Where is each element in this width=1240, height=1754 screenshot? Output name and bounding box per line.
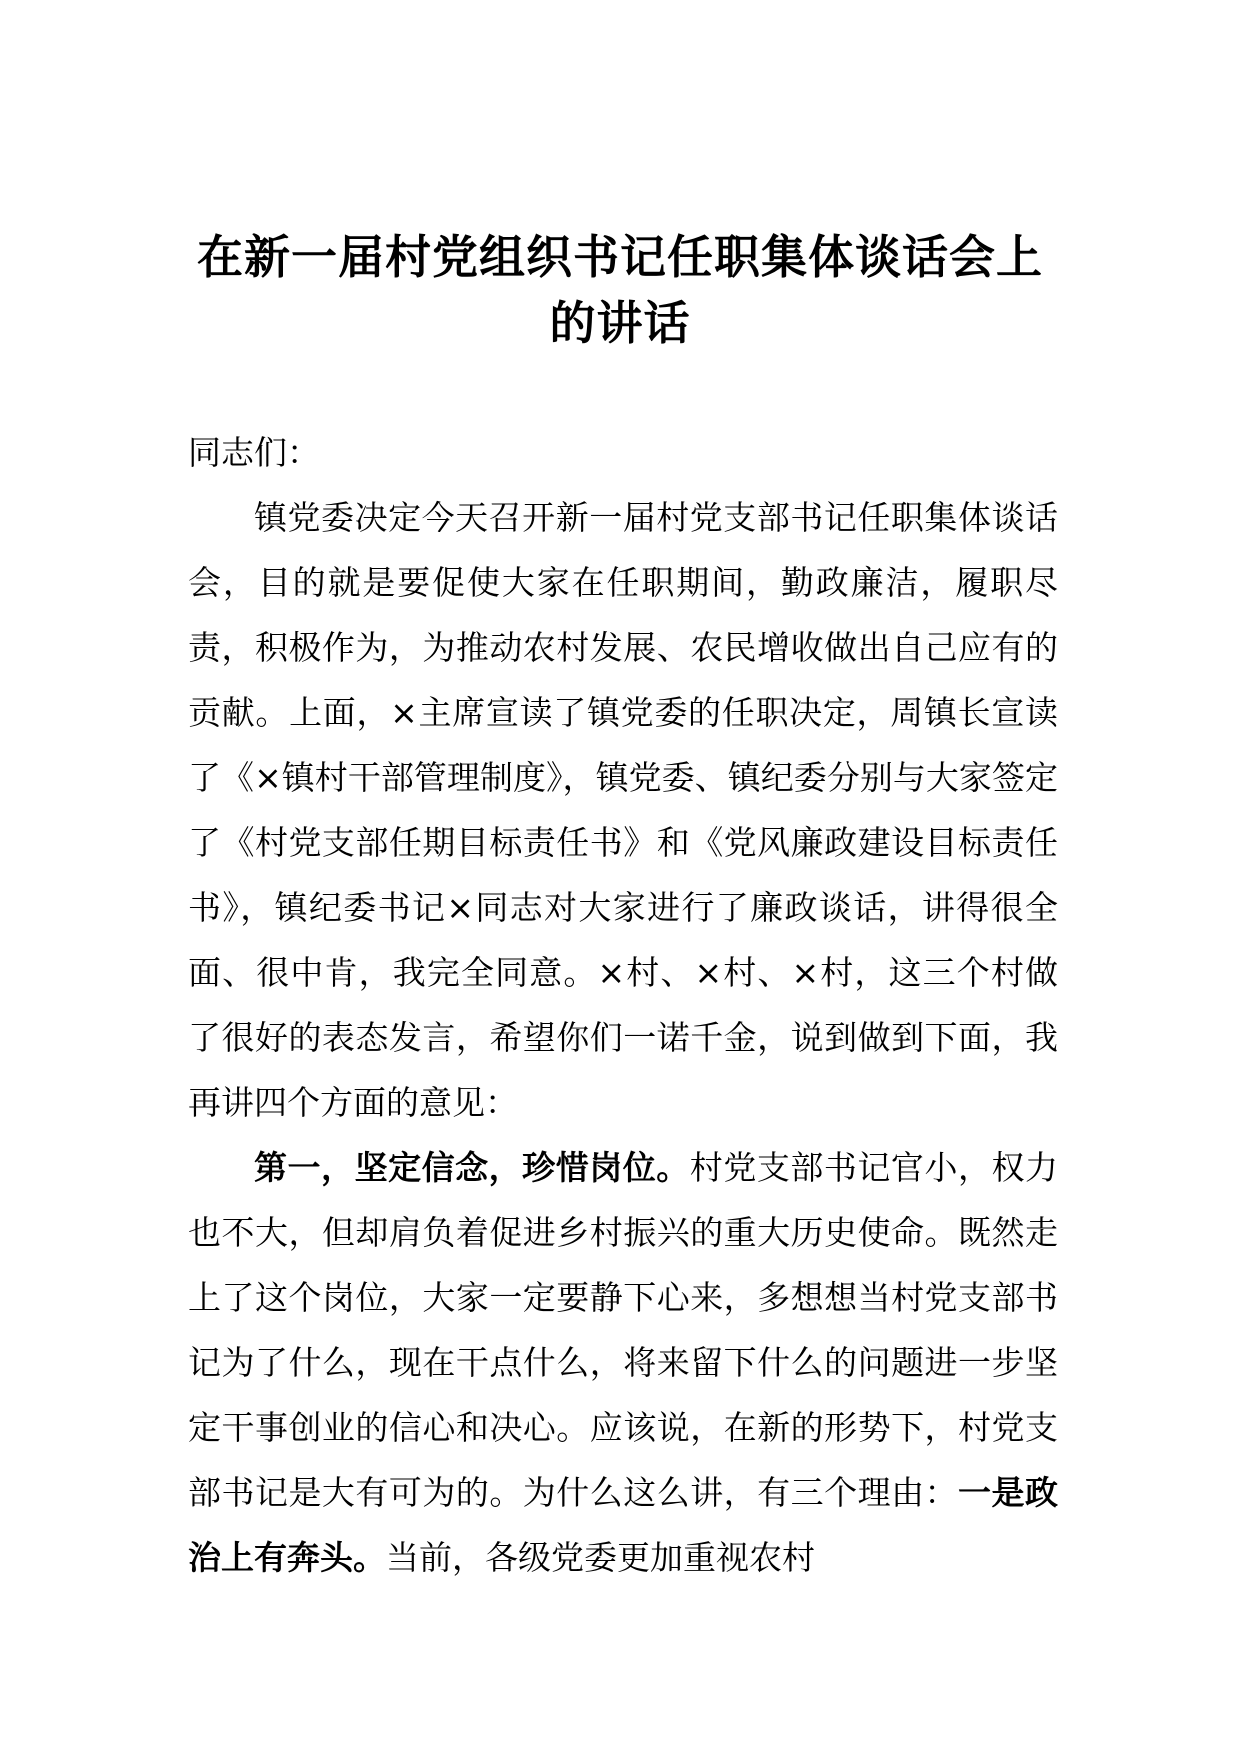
paragraph-opening: 镇党委决定今天召开新一届村党支部书记任职集体谈话会，目的就是要促使大家在任职期间，勤政廉洁，履职尽责，积极作为，为推动农村发展、农民增收做出自己应有的贡献。上面，×主席宣读了镇党委的任职决定，周镇长宣读了《×镇村干部管理制度》，镇党委、镇纪委分别与大家签定了《村党支部任期目标责任书》和《党风廉政建设目标责任书》，镇纪委书记×同志对大家进行了廉政谈话，讲得很全面、很中肯，我完全同意。×村、×村、×村，这三个村做了很好的表态发言，希望你们一诺千金，说到做到下面，我再讲四个方面的意见： [188,498,1058,1122]
sub-point-text: 当前，各级党委更加重视农村 [386,1538,815,1577]
document-title: 在新一届村党组织书记任职集体谈话会上的讲话 [197,230,1043,350]
document-body [188,420,1058,1590]
salutation: 同志们： [188,433,320,472]
first-point-text: 村党支部书记官小，权力也不大，但却肩负着促进乡村振兴的重大历史使命。既然走上了这个岗位，大家一定要静下心来，多想想当村党支部书记为了什么，现在干点什么，将来留下什么的问题进一步坚定干事创业的信心和决心。应该说，在新的形势下，村党支部书记是大有可为的。为什么这么讲，有三个理由： [188,1148,1059,1512]
sub-point-heading: 一是政治上有奔头。 [188,1473,1059,1577]
paragraph-first-point [188,1135,1058,1590]
first-point-heading: 第一，坚定信念，珍惜岗位。 [254,1148,690,1187]
